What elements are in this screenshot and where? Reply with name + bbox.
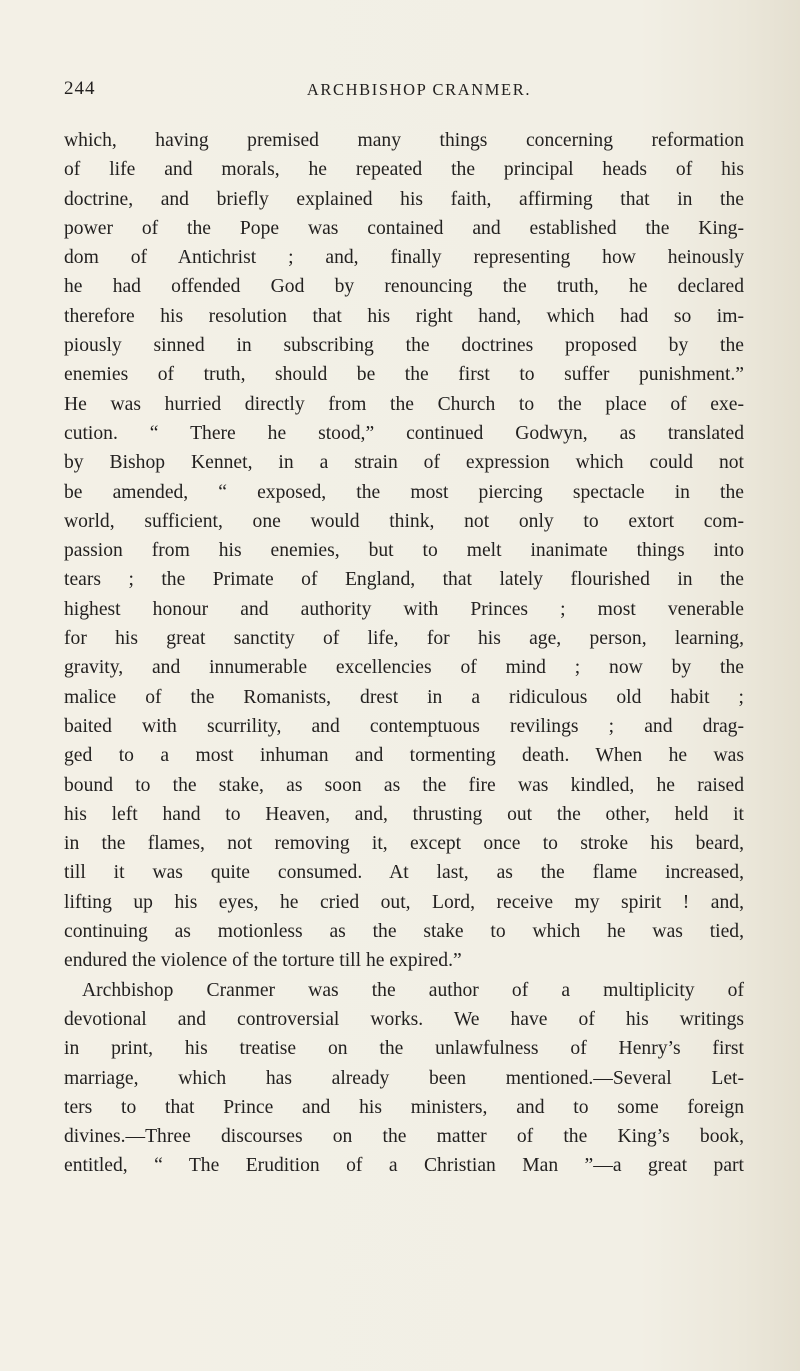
text-line: doctrine, and briefly explained his faith, affirming that in the — [64, 188, 744, 210]
page-number: 244 — [64, 78, 96, 99]
text-line: highest honour and authority with Princes ; most venerable — [64, 598, 744, 620]
text-line: in print, his treatise on the unlawfulness of Henry’s first — [64, 1038, 744, 1060]
running-head: ARCHBISHOP CRANMER. — [306, 80, 532, 99]
text-line: endured the violence of the torture till he expired.” — [64, 950, 462, 972]
text-line: he had offended God by renouncing the truth, he declared — [64, 276, 744, 298]
text-line: dom of Antichrist ; and, finally representing how heinously — [64, 247, 744, 269]
text-line: ged to a most inhuman and tormenting death. When he was — [64, 745, 744, 767]
text-line: which, having premised many things concerning reformation — [64, 130, 744, 151]
text-line: for his great sanctity of life, for his age, person, learning, — [64, 628, 744, 650]
text-line: gravity, and innumerable excellencies of mind ; now by the — [64, 657, 744, 679]
body-text — [64, 126, 744, 1181]
text-line: continuing as motionless as the stake to which he was tied, — [64, 921, 744, 943]
text-line: therefore his resolution that his right hand, which had so im- — [64, 305, 744, 327]
text-line: world, sufficient, one would think, not only to extort com- — [64, 510, 744, 532]
text-line: be amended, “ exposed, the most piercing spectacle in the — [64, 481, 744, 503]
text-line: enemies of truth, should be the first to suffer punishment.” — [64, 364, 744, 386]
text-line: power of the Pope was contained and established the King- — [64, 217, 744, 239]
text-line: till it was quite consumed. At last, as the flame increased, — [64, 862, 744, 884]
text-line: marriage, which has already been mentioned.—Several Let- — [64, 1067, 744, 1089]
text-line: malice of the Romanists, drest in a ridiculous old habit ; — [64, 686, 744, 708]
text-line: of life and morals, he repeated the principal heads of his — [64, 159, 744, 181]
text-line: bound to the stake, as soon as the fire was kindled, he raised — [64, 774, 744, 796]
text-line: devotional and controversial works. We have of his writings — [64, 1008, 744, 1030]
text-line: cution. “ There he stood,” continued Godwyn, as translated — [64, 422, 744, 444]
text-line: He was hurried directly from the Church to the place of exe- — [64, 393, 744, 415]
text-line: baited with scurrility, and contemptuous revilings ; and drag- — [64, 715, 744, 737]
text-line: his left hand to Heaven, and, thrusting out the other, held it — [64, 803, 744, 825]
text-line: passion from his enemies, but to melt inanimate things into — [64, 540, 744, 562]
text-line: ters to that Prince and his ministers, and to some foreign — [64, 1096, 744, 1118]
text-line: entitled, “ The Erudition of a Christian Man ”—a great part — [64, 1155, 744, 1177]
text-line: tears ; the Primate of England, that lately flourished in the — [64, 569, 744, 591]
text-line: lifting up his eyes, he cried out, Lord, receive my spirit ! and, — [64, 891, 744, 913]
text-line: by Bishop Kennet, in a strain of expression which could not — [64, 452, 744, 474]
text-line: in the flames, not removing it, except once to stroke his beard, — [64, 833, 744, 855]
page-header — [64, 78, 744, 108]
text-line: divines.—Three discourses on the matter of the King’s book, — [64, 1126, 744, 1148]
text-line: piously sinned in subscribing the doctrines proposed by the — [64, 335, 744, 357]
text-line: Archbishop Cranmer was the author of a multiplicity of — [82, 979, 744, 1001]
